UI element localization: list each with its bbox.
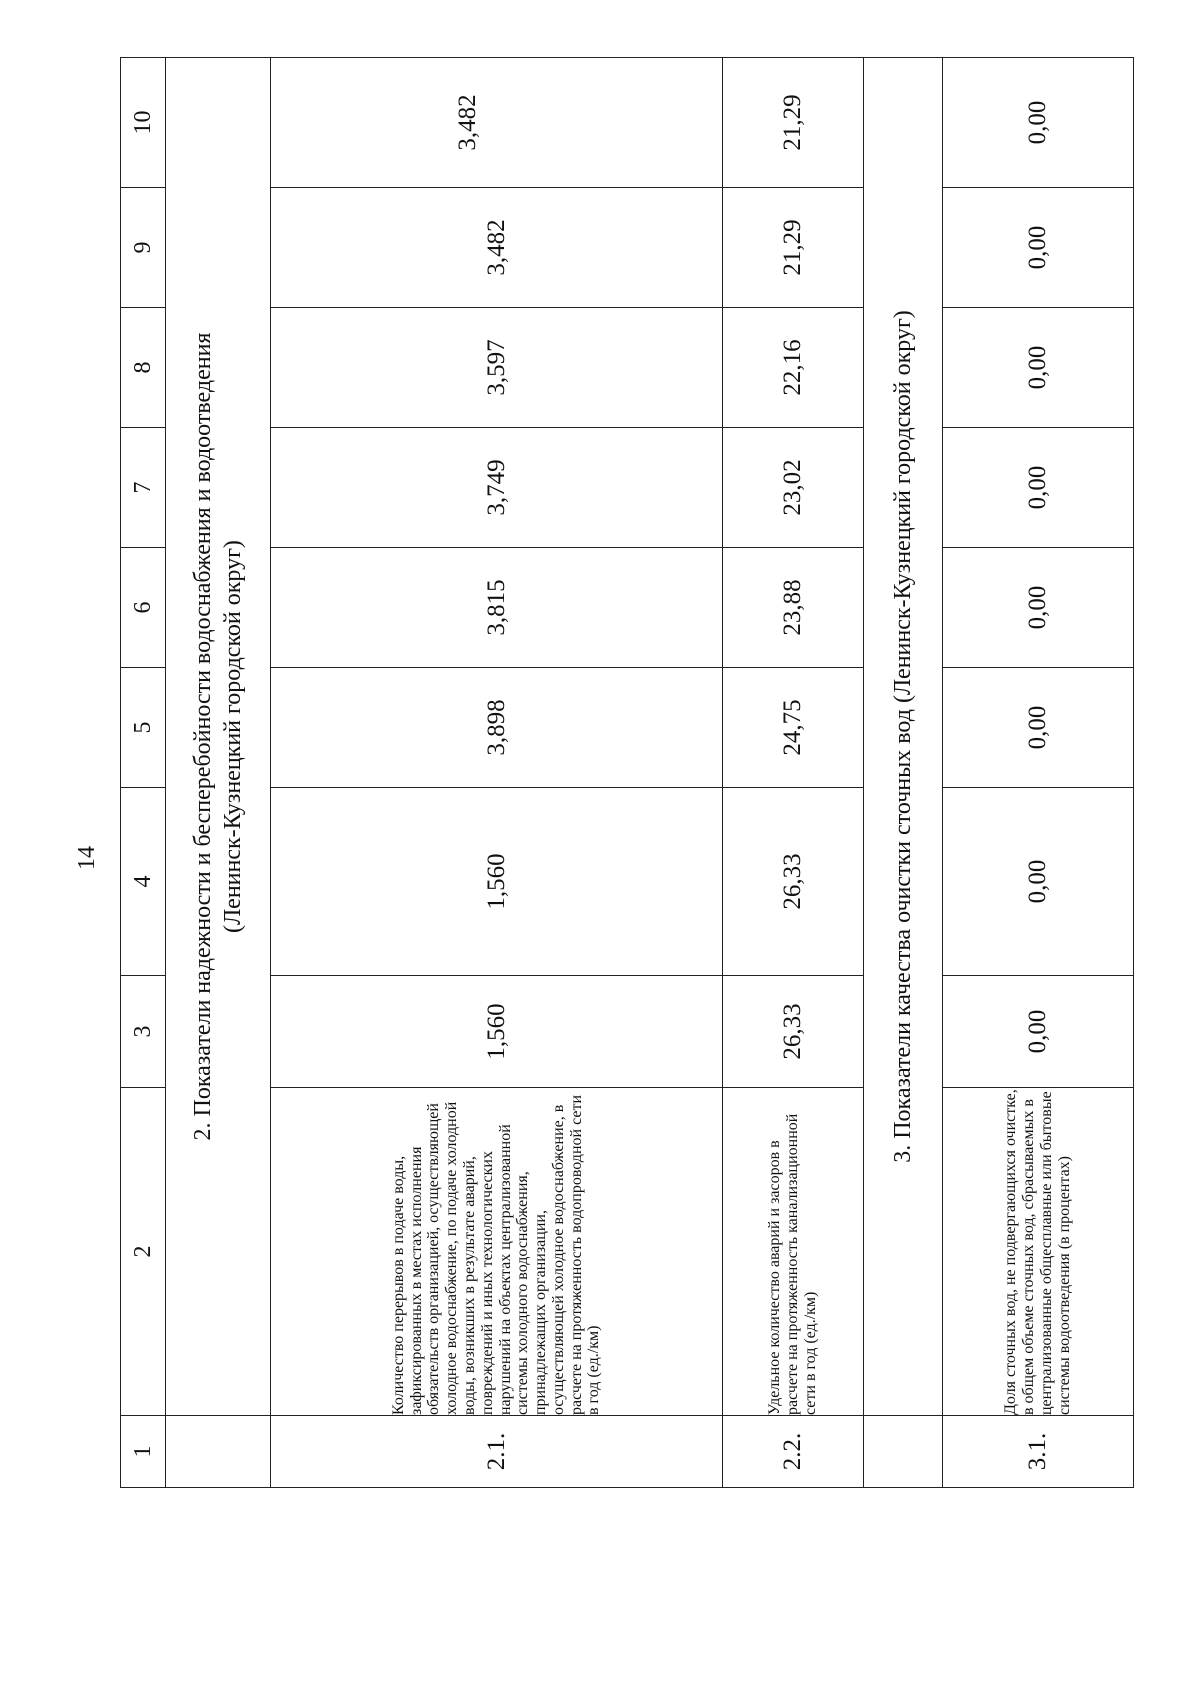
header-col-9: 9 (121, 188, 166, 308)
value-cell: 3,898 (271, 668, 723, 788)
value-cell: 21,29 (723, 58, 864, 188)
rotated-table-container (120, 94, 1073, 1488)
row-number: 2.2. (723, 1416, 864, 1488)
header-col-10: 10 (121, 58, 166, 188)
section-2-title-line: 2. Показатели надежности и бесперебойности водоснабжения и водоотведения (190, 332, 216, 1141)
value-cell: 0,00 (943, 548, 1134, 668)
header-col-8: 8 (121, 308, 166, 428)
value-cell: 0,00 (943, 308, 1134, 428)
section-2-row (166, 58, 271, 1488)
value-cell: 26,33 (723, 976, 864, 1088)
indicators-table (120, 57, 1134, 1488)
row-description: Количество перерывов в подаче воды, зафиксированных в местах исполнения обязательств организацией, осуществляющей холодное водоснабжение, по подаче холодной воды, возникших в результате аварий, повреждений и иных технологических нарушений на объектах централизованной системы холодного водоснабжения, принадлежащих организации, осуществляющей холодное водоснабжение, в расчете на протяженность водопроводной сети в год (ед./км) (271, 1088, 723, 1416)
header-col-3: 3 (121, 976, 166, 1088)
table-row (943, 58, 1134, 1488)
value-cell: 21,29 (723, 188, 864, 308)
value-cell: 0,00 (943, 668, 1134, 788)
value-cell: 23,88 (723, 548, 864, 668)
page-number: 14 (74, 846, 100, 870)
section-2-title (166, 58, 271, 1416)
value-cell: 0,00 (943, 58, 1134, 188)
value-cell: 3,482 (271, 188, 723, 308)
value-cell: 1,560 (271, 788, 723, 976)
section-2-empty-cell (166, 1416, 271, 1488)
row-number: 2.1. (271, 1416, 723, 1488)
value-cell: 3,597 (271, 308, 723, 428)
header-col-7: 7 (121, 428, 166, 548)
header-col-1: 1 (121, 1416, 166, 1488)
header-col-5: 5 (121, 668, 166, 788)
header-col-6: 6 (121, 548, 166, 668)
value-cell: 24,75 (723, 668, 864, 788)
row-description: Доля сточных вод, не подвергающихся очистке, в общем объеме сточных вод, сбрасываемых в централизованные общесплавные или бытовые системы водоотведения (в процентах) (943, 1088, 1134, 1416)
table-row (271, 58, 723, 1488)
header-col-2: 2 (121, 1088, 166, 1416)
value-cell: 1,560 (271, 976, 723, 1088)
value-cell: 23,02 (723, 428, 864, 548)
value-cell: 0,00 (943, 188, 1134, 308)
value-cell: 3,482 (271, 58, 723, 188)
value-cell: 26,33 (723, 788, 864, 976)
header-row (121, 58, 166, 1488)
value-cell: 3,815 (271, 548, 723, 668)
row-description: Удельное количество аварий и засоров в расчете на протяженность канализационной сети в год (ед./км) (723, 1088, 864, 1416)
value-cell: 0,00 (943, 788, 1134, 976)
value-cell: 22,16 (723, 308, 864, 428)
section-3-row (864, 58, 943, 1488)
row-number: 3.1. (943, 1416, 1134, 1488)
value-cell: 0,00 (943, 976, 1134, 1088)
section-2-subtitle-line: (Ленинск-Кузнецкий городской округ) (220, 540, 246, 933)
header-col-4: 4 (121, 788, 166, 976)
table-row (723, 58, 864, 1488)
section-3-title: 3. Показатели качества очистки сточных вод (Ленинск-Кузнецкий городской округ) (864, 58, 943, 1416)
value-cell: 3,749 (271, 428, 723, 548)
section-3-empty-cell (864, 1416, 943, 1488)
value-cell: 0,00 (943, 428, 1134, 548)
